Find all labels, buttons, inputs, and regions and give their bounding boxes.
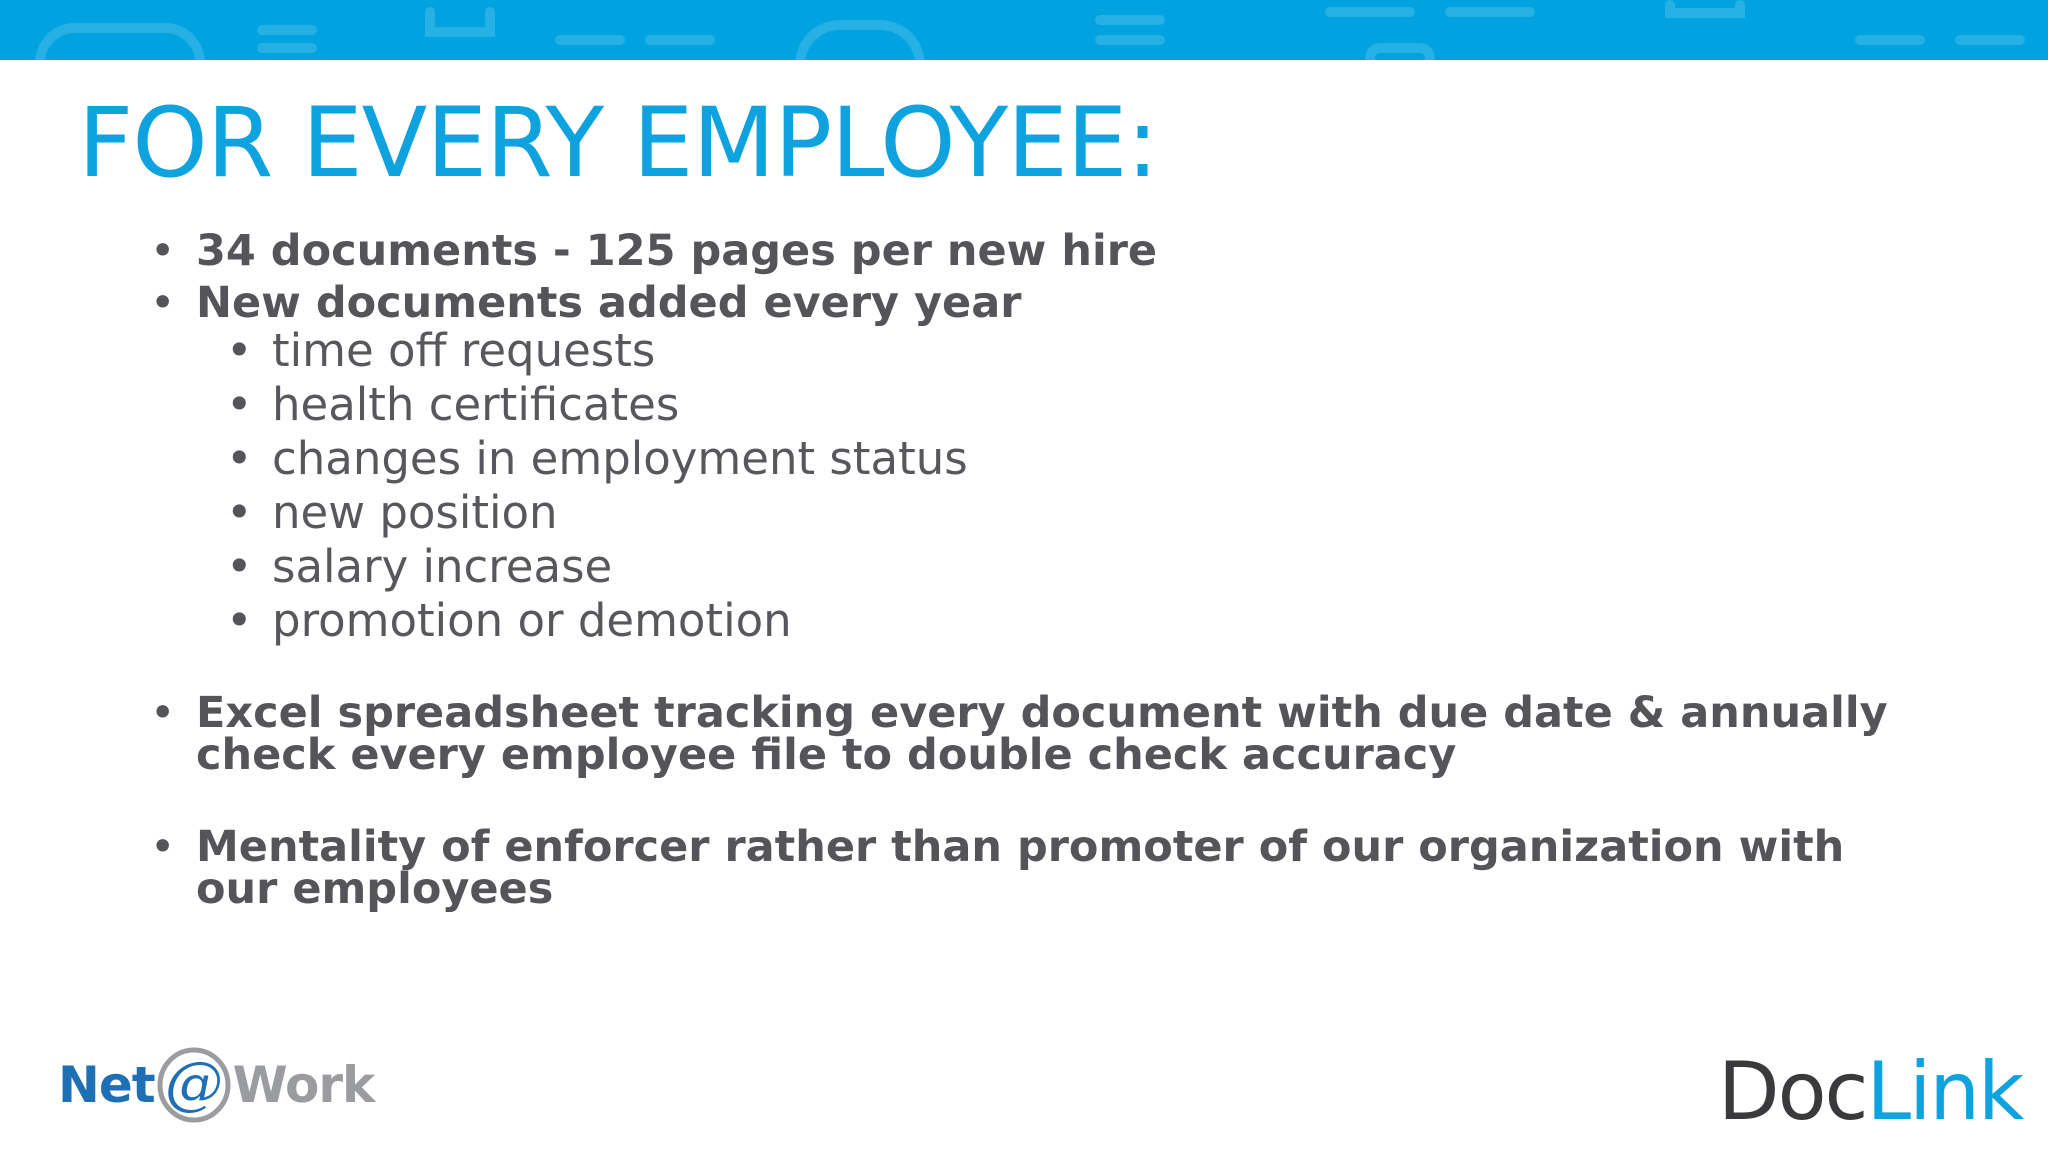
sub-bullet-text: health certificates xyxy=(272,378,680,431)
sub-bullet-item xyxy=(150,324,1930,378)
bullet-dot-icon: • xyxy=(150,822,176,872)
sub-bullet-text: promotion or demotion xyxy=(272,594,792,647)
bullet-item xyxy=(150,278,1930,328)
logo-work-text: Work xyxy=(232,1056,375,1114)
bullet-text: 34 documents - 125 pages per new hire xyxy=(196,226,1158,276)
bullet-list xyxy=(150,226,1930,920)
bullet-text: Excel spreadsheet tracking every document with due date & annually check every employee file to double check accuracy xyxy=(196,688,1888,780)
bullet-dot-icon: • xyxy=(150,226,176,276)
bullet-text: New documents added every year xyxy=(196,278,1022,328)
sub-bullet-text: new position xyxy=(272,486,558,539)
header-pattern-icon xyxy=(0,0,2048,60)
sub-bullet-item xyxy=(150,432,1930,486)
sub-bullet-text: changes in employment status xyxy=(272,432,968,485)
svg-text:@: @ xyxy=(164,1049,223,1117)
bullet-dot-icon: • xyxy=(226,324,253,377)
logo-net-text: Net xyxy=(58,1056,155,1114)
sub-bullet-list xyxy=(150,324,1930,648)
bullet-text: Mentality of enforcer rather than promoter of our organization with our employees xyxy=(196,822,1845,914)
sub-bullet-item xyxy=(150,540,1930,594)
sub-bullet-item xyxy=(150,486,1930,540)
bullet-dot-icon: • xyxy=(226,378,253,431)
sub-bullet-item xyxy=(150,378,1930,432)
bullet-item xyxy=(150,688,1930,780)
bullet-dot-icon: • xyxy=(150,278,176,328)
bullet-dot-icon: • xyxy=(150,688,176,738)
bullet-item xyxy=(150,226,1930,276)
sub-bullet-group xyxy=(150,324,1930,648)
sub-bullet-text: salary increase xyxy=(272,540,613,593)
logo-link-text: Link xyxy=(1866,1045,2023,1138)
at-sign-icon xyxy=(155,1046,233,1124)
bullet-dot-icon: • xyxy=(226,432,253,485)
bullet-item xyxy=(150,822,1930,914)
bullet-spacer xyxy=(150,648,1930,692)
bullet-spacer xyxy=(150,786,1930,826)
netatwork-logo xyxy=(58,1040,374,1130)
bullet-dot-icon: • xyxy=(226,486,253,539)
header-bar xyxy=(0,0,2048,60)
bullet-dot-icon: • xyxy=(226,594,253,647)
logo-doc-text: Doc xyxy=(1718,1045,1867,1138)
sub-bullet-item xyxy=(150,594,1930,648)
doclink-logo xyxy=(1718,1045,2023,1138)
sub-bullet-text: time off requests xyxy=(272,324,656,377)
slide-title: FOR EVERY EMPLOYEE: xyxy=(78,87,1158,199)
bullet-dot-icon: • xyxy=(226,540,253,593)
